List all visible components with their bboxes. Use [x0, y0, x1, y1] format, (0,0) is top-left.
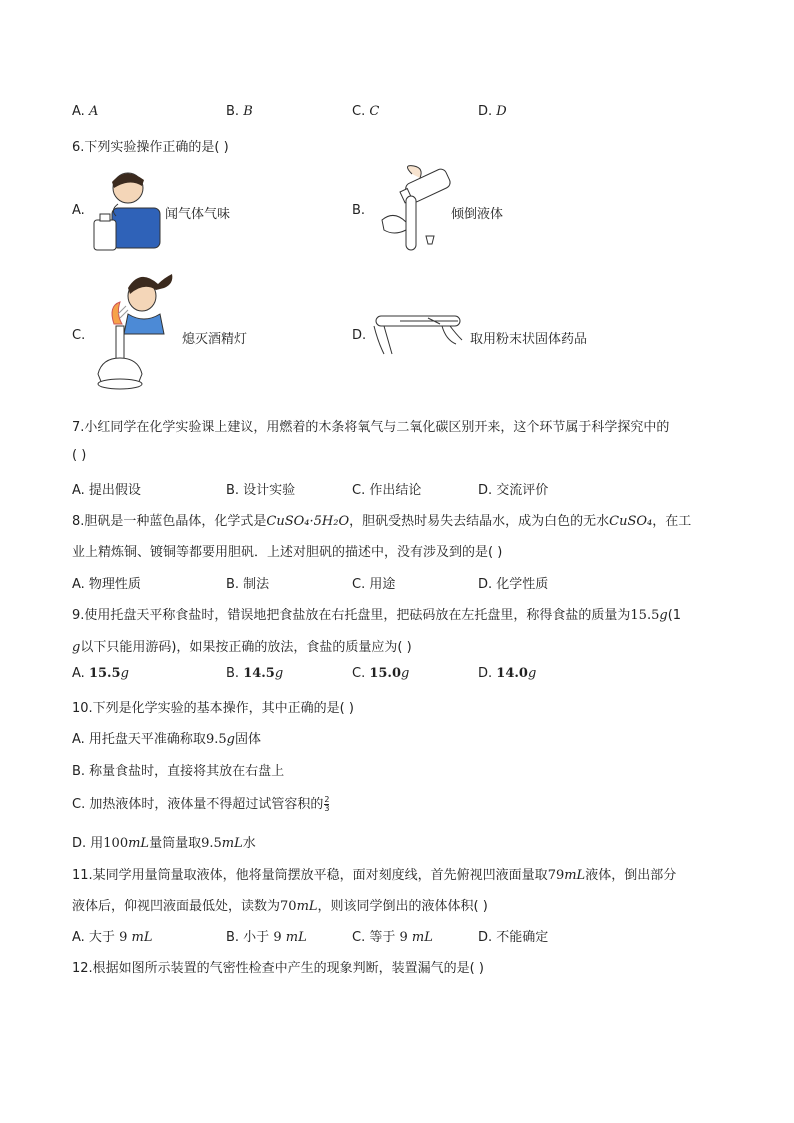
- q6-option-a-letter: A.: [72, 203, 85, 218]
- q7-option-c: C. 作出结论: [352, 483, 422, 498]
- pouring-liquid-illustration: [372, 164, 452, 256]
- q9-option-c: C. 15.0g: [352, 666, 410, 681]
- q10-stem: 10.下列是化学实验的基本操作，其中正确的是( ): [72, 701, 354, 716]
- q11-stem-line1: 11.某同学用量筒量取液体，他将量筒摆放平稳，面对刻度线，首先俯视凹液面量取79mL液体，倒出部分: [72, 868, 677, 883]
- q6-stem: 6.下列实验操作正确的是( ): [72, 140, 229, 155]
- q6-option-c-letter: C.: [72, 328, 86, 343]
- q6-option-b-letter: B.: [352, 203, 366, 218]
- q11-option-a: A. 大于 9 mL: [72, 930, 153, 945]
- q9-option-a: A. 15.5g: [72, 666, 129, 681]
- q12-stem: 12.根据如图所示装置的气密性检查中产生的现象判断，装置漏气的是( ): [72, 961, 484, 976]
- extinguishing-lamp-illustration: [88, 266, 184, 400]
- smelling-gas-illustration: [86, 166, 166, 252]
- q7-option-d: D. 交流评价: [478, 483, 549, 498]
- powder-sampling-illustration: [370, 304, 470, 360]
- q6-option-d-letter: D.: [352, 328, 367, 343]
- q11-option-d: D. 不能确定: [478, 930, 549, 945]
- q6-option-c-caption: 熄灭酒精灯: [182, 332, 248, 347]
- q7-stem-line1: 7.小红同学在化学实验课上建议，用燃着的木条将氧气与二氧化碳区别开来，这个环节属于科学探究中的: [72, 420, 670, 435]
- q10-option-d: D. 用100mL量筒量取9.5mL水: [72, 836, 256, 851]
- q8-stem-line2: 业上精炼铜、镀铜等都要用胆矾．上述对胆矾的描述中，没有涉及到的是( ): [72, 545, 503, 560]
- q5-option-b: B. B: [226, 104, 253, 119]
- q8-option-a: A. 物理性质: [72, 577, 141, 592]
- q7-option-a: A. 提出假设: [72, 483, 141, 498]
- q9-stem-line2: g以下只能用游码)，如果按正确的放法，食盐的质量应为( ): [72, 640, 412, 655]
- q6-option-b-caption: 倾倒液体: [451, 207, 504, 222]
- q9-option-b: B. 14.5g: [226, 666, 284, 681]
- q5-option-c: C. C: [352, 104, 380, 119]
- q10-option-c: C. 加热液体时，液体量不得超过试管容积的 $\frac{2}{3}$: [72, 795, 330, 813]
- q11-stem-line2: 液体后，仰视凹液面最低处，读数为70mL，则该同学倒出的液体体积( ): [72, 899, 488, 914]
- q5-option-d: D. D: [478, 104, 507, 119]
- q11-option-c: C. 等于 9 mL: [352, 930, 433, 945]
- fraction-two-thirds: $\frac{2}{3}$: [324, 795, 330, 813]
- q8-option-b: B. 制法: [226, 577, 270, 592]
- q8-option-c: C. 用途: [352, 577, 396, 592]
- q6-option-a-caption: 闻气体气味: [165, 207, 231, 222]
- q9-option-d: D. 14.0g: [478, 666, 537, 681]
- q11-option-b: B. 小于 9 mL: [226, 930, 307, 945]
- q10-option-b: B. 称量食盐时，直接将其放在右盘上: [72, 764, 285, 779]
- q7-stem-line2: ( ): [72, 448, 87, 463]
- q8-stem-line1: 8.胆矾是一种蓝色晶体，化学式是CuSO₄·5H₂O，胆矾受热时易失去结晶水，成为白色的无水CuSO₄，在工: [72, 514, 692, 529]
- q8-option-d: D. 化学性质: [478, 577, 549, 592]
- q6-option-d-caption: 取用粉末状固体药品: [470, 332, 588, 347]
- q10-option-a: A. 用托盘天平准确称取9.5g固体: [72, 732, 261, 747]
- q9-stem-line1: 9.使用托盘天平称食盐时，错误地把食盐放在右托盘里，把砝码放在左托盘里，称得食盐的质量为15.5g(1: [72, 608, 682, 623]
- q5-option-a: A. A: [72, 104, 99, 119]
- q7-option-b: B. 设计实验: [226, 483, 296, 498]
